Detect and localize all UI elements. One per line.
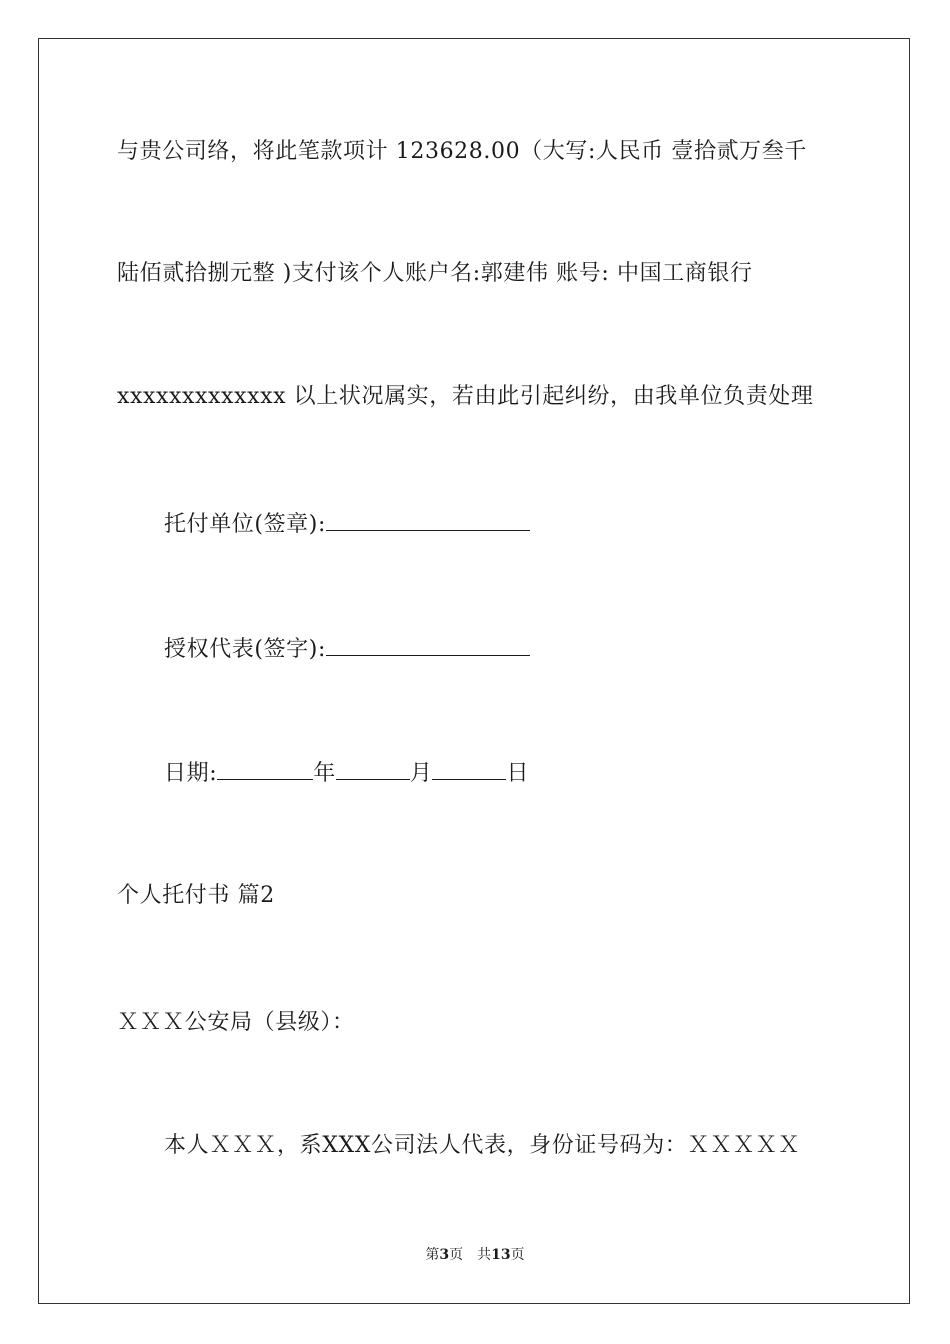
date-year-blank[interactable] [217, 757, 313, 780]
date-year-label: 年 [313, 761, 336, 786]
signature-rep-label: 授权代表(签字): [164, 637, 326, 662]
date-day-blank[interactable] [432, 757, 506, 780]
signature-unit-blank[interactable] [326, 508, 530, 531]
addressee-line: ＸＸＸ公安局（县级）： [117, 1010, 355, 1035]
paragraph-line-1: 与贵公司络，将此笔款项计 123628.00（大写:人民币 壹拾贰万叁千 [117, 139, 807, 164]
page-prefix: 第 [425, 1247, 440, 1263]
section-heading: 个人托付书 篇2 [117, 883, 275, 908]
date-month-blank[interactable] [336, 757, 410, 780]
date-label: 日期: [164, 761, 218, 786]
date-day-label: 日 [506, 761, 530, 786]
signature-unit-label: 托付单位(签章): [164, 512, 326, 537]
paragraph-line-2: 陆佰贰拾捌元整 )支付该个人账户名:郭建伟 账号: 中国工商银行 [117, 261, 753, 286]
page-footer [0, 1246, 950, 1264]
signature-unit-row [164, 508, 530, 540]
page-current: 3 [439, 1247, 450, 1263]
date-month-label: 月 [409, 761, 433, 786]
date-row [164, 757, 529, 789]
signature-rep-row [164, 633, 530, 665]
body-line-1: 本人ＸＸＸ，系XXX公司法人代表，身份证号码为：ＸＸＸＸＸ [164, 1133, 801, 1158]
page-border [38, 38, 910, 1304]
signature-rep-blank[interactable] [326, 633, 530, 656]
total-unit: 页 [510, 1247, 525, 1263]
total-prefix: 共 [477, 1247, 492, 1263]
page-unit: 页 [449, 1247, 464, 1263]
page-total: 13 [491, 1247, 511, 1263]
paragraph-line-3: xxxxxxxxxxxxx 以上状况属实，若由此引起纠纷，由我单位负责处理 [117, 384, 814, 409]
